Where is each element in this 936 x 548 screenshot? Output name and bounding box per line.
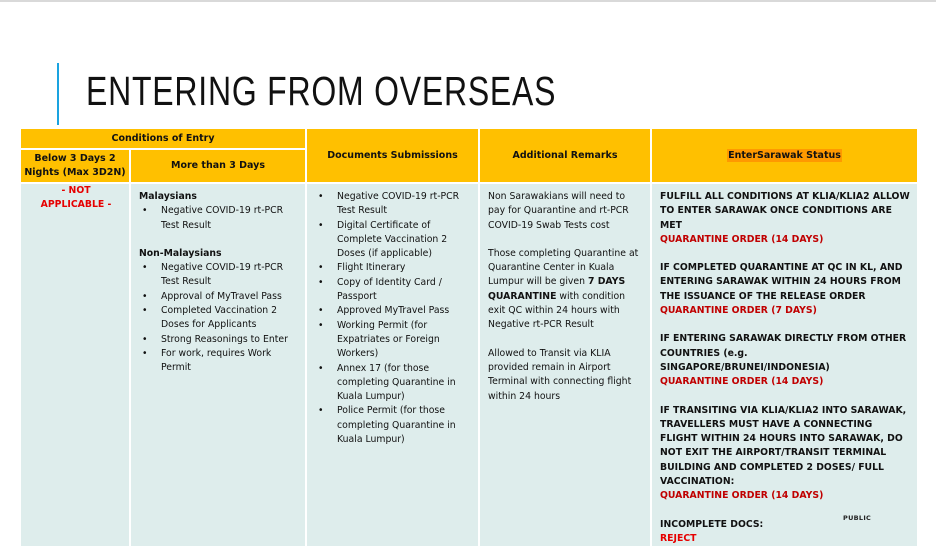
remark-emphasis: 7 DAYS QUARANTINE xyxy=(488,276,626,302)
list-item: • Digital Certificate of Complete Vaccination 2 Doses (if applicable) xyxy=(315,219,472,262)
status-block xyxy=(660,404,911,504)
status-block xyxy=(660,261,911,318)
header-status-label: EnterSarawak Status xyxy=(728,150,841,161)
header-below-3-days: Below 3 Days 2 Nights (Max 3D2N) xyxy=(20,149,130,183)
table-row xyxy=(20,183,918,547)
list-item: • Copy of Identity Card / Passport xyxy=(315,276,472,305)
cell-more-than-3-days xyxy=(130,183,306,547)
slide-title: ENTERING FROM OVERSEAS xyxy=(86,68,557,114)
header-status xyxy=(651,128,918,183)
status-outcome: QUARANTINE ORDER (14 DAYS) xyxy=(660,490,824,502)
status-block xyxy=(660,190,911,247)
list-item: • Negative COVID-19 rt-PCR Test Result xyxy=(315,190,472,219)
not-applicable-text: - NOT APPLICABLE - xyxy=(40,185,112,211)
non-malaysians-list xyxy=(139,261,299,375)
list-item: • Completed Vaccination 2 Doses for Applicants xyxy=(139,304,299,333)
malaysians-list xyxy=(139,204,299,233)
status-block xyxy=(660,332,911,389)
cell-documents xyxy=(306,183,479,547)
list-item: • Approval of MyTravel Pass xyxy=(139,290,299,304)
remark-text: with condition exit QC within 24 hours with Negative rt-PCR Result xyxy=(488,290,626,331)
list-item: • Annex 17 (for those completing Quarantine in Kuala Lumpur) xyxy=(315,362,472,405)
list-item: • Negative COVID-19 rt-PCR Test Result xyxy=(139,261,299,290)
list-item: • Strong Reasonings to Enter xyxy=(139,333,299,347)
entry-requirements-table xyxy=(19,127,919,548)
status-outcome: QUARANTINE ORDER (14 DAYS) xyxy=(660,233,824,245)
cell-remarks xyxy=(479,183,651,547)
list-item: • Approved MyTravel Pass xyxy=(315,304,472,318)
list-item: • Police Permit (for those completing Quarantine in Kuala Lumpur) xyxy=(315,404,472,447)
remark-payment: Non Sarawakians will need to pay for Quarantine and rt-PCR COVID-19 Swab Tests cost xyxy=(488,191,629,231)
documents-list xyxy=(315,190,472,447)
malaysians-label: Malaysians xyxy=(139,191,197,202)
status-outcome: QUARANTINE ORDER (7 DAYS) xyxy=(660,305,817,317)
cell-status xyxy=(651,183,918,547)
header-remarks: Additional Remarks xyxy=(479,128,651,183)
remark-transit: Allowed to Transit via KLIA provided remain in Airport Terminal with connecting flight within 24 hours xyxy=(488,347,632,402)
status-block xyxy=(660,518,911,547)
classification-label: PUBLIC xyxy=(843,514,872,522)
non-malaysians-label: Non-Malaysians xyxy=(139,247,222,259)
list-item: • Working Permit (for Expatriates or Foreign Workers) xyxy=(315,319,472,362)
header-more-than-3-days: More than 3 Days xyxy=(130,149,306,183)
status-condition: IF TRANSITING VIA KLIA/KLIA2 INTO SARAWAK, TRAVELLERS MUST HAVE A CONNECTING FLIGHT WITHIN 24 HOURS INTO SARAWAK, DO NOT EXIT THE AIRPORT/TRANSIT TERMINAL BUILDING AND COMPLETED 2 DOSES/ FULL VACCINATION: xyxy=(660,404,907,488)
list-item: • For work, requires Work Permit xyxy=(139,347,299,376)
status-condition: INCOMPLETE DOCS: xyxy=(660,518,764,530)
status-outcome: QUARANTINE ORDER (14 DAYS) xyxy=(660,376,824,388)
status-condition: FULFILL ALL CONDITIONS AT KLIA/KLIA2 ALLOW TO ENTER SARAWAK ONCE CONDITIONS ARE MET xyxy=(660,191,910,231)
cell-below-3-days xyxy=(20,183,130,547)
header-conditions-of-entry: Conditions of Entry xyxy=(20,128,306,149)
title-accent-bar xyxy=(57,63,59,125)
status-outcome: REJECT xyxy=(660,532,697,544)
status-condition: IF ENTERING SARAWAK DIRECTLY FROM OTHER COUNTRIES (e.g. SINGAPORE/BRUNEI/INDONESIA) xyxy=(660,333,907,373)
remark-quarantine-kl xyxy=(488,247,644,333)
list-item: • Negative COVID-19 rt-PCR Test Result xyxy=(139,204,299,233)
list-item: • Flight Itinerary xyxy=(315,261,472,275)
header-row-1 xyxy=(20,128,918,149)
header-documents: Documents Submissions xyxy=(306,128,479,183)
slide-top-border xyxy=(0,0,936,2)
status-condition: IF COMPLETED QUARANTINE AT QC IN KL, AND ENTERING SARAWAK WITHIN 24 HOURS FROM THE ISSUANCE OF THE RELEASE ORDER xyxy=(660,262,903,302)
remark-text: Those completing Quarantine at Quarantine Center in Kuala Lumpur will be given xyxy=(488,247,639,288)
